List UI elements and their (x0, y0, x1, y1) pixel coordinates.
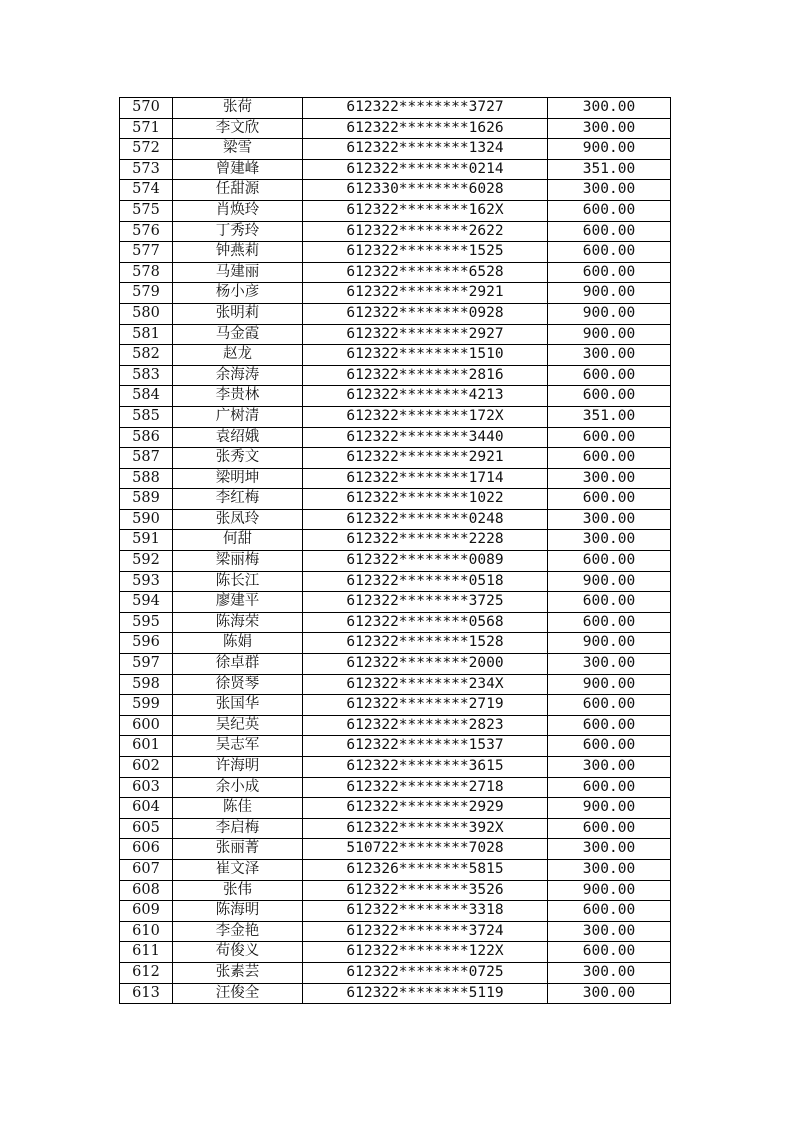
id-number-cell: 612322********0568 (303, 612, 548, 633)
name-cell: 曾建峰 (173, 159, 303, 180)
table-row (120, 592, 671, 613)
amount-cell: 300.00 (548, 962, 671, 983)
table-row (120, 98, 671, 119)
amount-cell: 300.00 (548, 983, 671, 1004)
row-number-cell: 581 (120, 324, 173, 345)
id-number-cell: 612322********3526 (303, 880, 548, 901)
name-cell: 钟燕莉 (173, 242, 303, 263)
id-number-cell: 612322********1537 (303, 736, 548, 757)
name-cell: 余小成 (173, 777, 303, 798)
id-number-cell: 612322********1626 (303, 118, 548, 139)
amount-cell: 600.00 (548, 489, 671, 510)
name-cell: 李启梅 (173, 818, 303, 839)
table-row (120, 674, 671, 695)
name-cell: 丁秀玲 (173, 221, 303, 242)
row-number-cell: 610 (120, 921, 173, 942)
row-number-cell: 590 (120, 509, 173, 530)
row-number-cell: 587 (120, 448, 173, 469)
name-cell: 汪俊全 (173, 983, 303, 1004)
table-row (120, 324, 671, 345)
row-number-cell: 600 (120, 715, 173, 736)
row-number-cell: 611 (120, 942, 173, 963)
amount-cell: 600.00 (548, 242, 671, 263)
id-number-cell: 612322********0518 (303, 571, 548, 592)
name-cell: 马建丽 (173, 262, 303, 283)
name-cell: 袁绍娥 (173, 427, 303, 448)
amount-cell: 900.00 (548, 798, 671, 819)
amount-cell: 300.00 (548, 118, 671, 139)
amount-cell: 600.00 (548, 818, 671, 839)
table-row (120, 530, 671, 551)
amount-cell: 600.00 (548, 200, 671, 221)
id-number-cell: 612322********2622 (303, 221, 548, 242)
amount-cell: 600.00 (548, 612, 671, 633)
row-number-cell: 582 (120, 345, 173, 366)
table-row (120, 551, 671, 572)
name-cell: 张荷 (173, 98, 303, 119)
id-number-cell: 612322********2927 (303, 324, 548, 345)
table-row (120, 612, 671, 633)
table-row (120, 818, 671, 839)
row-number-cell: 593 (120, 571, 173, 592)
row-number-cell: 608 (120, 880, 173, 901)
roster-table-body (120, 98, 671, 1004)
id-number-cell: 612322********392X (303, 818, 548, 839)
row-number-cell: 571 (120, 118, 173, 139)
name-cell: 陈海荣 (173, 612, 303, 633)
name-cell: 陈娟 (173, 633, 303, 654)
row-number-cell: 609 (120, 901, 173, 922)
row-number-cell: 598 (120, 674, 173, 695)
row-number-cell: 592 (120, 551, 173, 572)
id-number-cell: 612322********162X (303, 200, 548, 221)
row-number-cell: 583 (120, 365, 173, 386)
amount-cell: 600.00 (548, 695, 671, 716)
id-number-cell: 612322********3615 (303, 757, 548, 778)
id-number-cell: 612322********2816 (303, 365, 548, 386)
amount-cell: 300.00 (548, 654, 671, 675)
row-number-cell: 576 (120, 221, 173, 242)
table-row (120, 303, 671, 324)
name-cell: 张明莉 (173, 303, 303, 324)
id-number-cell: 612322********172X (303, 406, 548, 427)
amount-cell: 900.00 (548, 303, 671, 324)
row-number-cell: 584 (120, 386, 173, 407)
name-cell: 广树清 (173, 406, 303, 427)
table-row (120, 942, 671, 963)
row-number-cell: 570 (120, 98, 173, 119)
amount-cell: 900.00 (548, 283, 671, 304)
amount-cell: 600.00 (548, 777, 671, 798)
id-number-cell: 612322********1528 (303, 633, 548, 654)
id-number-cell: 612322********0214 (303, 159, 548, 180)
table-row (120, 736, 671, 757)
id-number-cell: 612322********2228 (303, 530, 548, 551)
amount-cell: 900.00 (548, 674, 671, 695)
id-number-cell: 612322********3725 (303, 592, 548, 613)
amount-cell: 600.00 (548, 551, 671, 572)
id-number-cell: 612322********3440 (303, 427, 548, 448)
table-row (120, 757, 671, 778)
id-number-cell: 612322********234X (303, 674, 548, 695)
table-row (120, 962, 671, 983)
amount-cell: 300.00 (548, 530, 671, 551)
name-cell: 张素芸 (173, 962, 303, 983)
name-cell: 吴纪英 (173, 715, 303, 736)
table-row (120, 468, 671, 489)
table-row (120, 427, 671, 448)
amount-cell: 600.00 (548, 448, 671, 469)
table-row (120, 139, 671, 160)
roster-table (119, 97, 671, 1004)
id-number-cell: 612322********2929 (303, 798, 548, 819)
table-row (120, 633, 671, 654)
amount-cell: 600.00 (548, 592, 671, 613)
name-cell: 陈长江 (173, 571, 303, 592)
name-cell: 苟俊义 (173, 942, 303, 963)
amount-cell: 600.00 (548, 221, 671, 242)
name-cell: 廖建平 (173, 592, 303, 613)
table-row (120, 489, 671, 510)
name-cell: 许海明 (173, 757, 303, 778)
row-number-cell: 577 (120, 242, 173, 263)
table-row (120, 118, 671, 139)
name-cell: 李贵林 (173, 386, 303, 407)
amount-cell: 600.00 (548, 386, 671, 407)
amount-cell: 300.00 (548, 468, 671, 489)
row-number-cell: 601 (120, 736, 173, 757)
id-number-cell: 612322********1022 (303, 489, 548, 510)
row-number-cell: 572 (120, 139, 173, 160)
name-cell: 张伟 (173, 880, 303, 901)
amount-cell: 300.00 (548, 921, 671, 942)
amount-cell: 900.00 (548, 139, 671, 160)
amount-cell: 351.00 (548, 406, 671, 427)
amount-cell: 351.00 (548, 159, 671, 180)
name-cell: 梁明坤 (173, 468, 303, 489)
name-cell: 陈海明 (173, 901, 303, 922)
id-number-cell: 612322********0089 (303, 551, 548, 572)
row-number-cell: 596 (120, 633, 173, 654)
row-number-cell: 603 (120, 777, 173, 798)
table-row (120, 859, 671, 880)
table-row (120, 159, 671, 180)
table-row (120, 839, 671, 860)
amount-cell: 300.00 (548, 757, 671, 778)
row-number-cell: 594 (120, 592, 173, 613)
table-row (120, 262, 671, 283)
name-cell: 张国华 (173, 695, 303, 716)
table-row (120, 283, 671, 304)
name-cell: 赵龙 (173, 345, 303, 366)
row-number-cell: 574 (120, 180, 173, 201)
id-number-cell: 612322********0725 (303, 962, 548, 983)
table-row (120, 386, 671, 407)
name-cell: 吴志军 (173, 736, 303, 757)
row-number-cell: 586 (120, 427, 173, 448)
row-number-cell: 595 (120, 612, 173, 633)
id-number-cell: 612322********3318 (303, 901, 548, 922)
row-number-cell: 606 (120, 839, 173, 860)
name-cell: 崔文泽 (173, 859, 303, 880)
table-row (120, 448, 671, 469)
id-number-cell: 612322********2823 (303, 715, 548, 736)
table-row (120, 242, 671, 263)
name-cell: 张秀文 (173, 448, 303, 469)
amount-cell: 600.00 (548, 365, 671, 386)
row-number-cell: 612 (120, 962, 173, 983)
amount-cell: 300.00 (548, 859, 671, 880)
row-number-cell: 613 (120, 983, 173, 1004)
table-row (120, 983, 671, 1004)
id-number-cell: 612322********1324 (303, 139, 548, 160)
amount-cell: 600.00 (548, 262, 671, 283)
row-number-cell: 604 (120, 798, 173, 819)
amount-cell: 600.00 (548, 715, 671, 736)
table-row (120, 406, 671, 427)
id-number-cell: 612322********122X (303, 942, 548, 963)
table-row (120, 798, 671, 819)
name-cell: 何甜 (173, 530, 303, 551)
table-row (120, 695, 671, 716)
amount-cell: 300.00 (548, 839, 671, 860)
amount-cell: 900.00 (548, 880, 671, 901)
id-number-cell: 612322********3724 (303, 921, 548, 942)
name-cell: 梁雪 (173, 139, 303, 160)
amount-cell: 900.00 (548, 633, 671, 654)
row-number-cell: 599 (120, 695, 173, 716)
amount-cell: 300.00 (548, 509, 671, 530)
table-row (120, 509, 671, 530)
row-number-cell: 591 (120, 530, 173, 551)
name-cell: 余海涛 (173, 365, 303, 386)
table-row (120, 777, 671, 798)
id-number-cell: 612326********5815 (303, 859, 548, 880)
amount-cell: 600.00 (548, 901, 671, 922)
row-number-cell: 575 (120, 200, 173, 221)
row-number-cell: 585 (120, 406, 173, 427)
name-cell: 梁丽梅 (173, 551, 303, 572)
amount-cell: 900.00 (548, 324, 671, 345)
table-row (120, 345, 671, 366)
name-cell: 任甜源 (173, 180, 303, 201)
table-row (120, 200, 671, 221)
id-number-cell: 612322********4213 (303, 386, 548, 407)
table-row (120, 180, 671, 201)
id-number-cell: 612322********2000 (303, 654, 548, 675)
id-number-cell: 612322********5119 (303, 983, 548, 1004)
table-row (120, 715, 671, 736)
id-number-cell: 612322********6528 (303, 262, 548, 283)
name-cell: 马金霞 (173, 324, 303, 345)
row-number-cell: 602 (120, 757, 173, 778)
amount-cell: 300.00 (548, 98, 671, 119)
table-row (120, 365, 671, 386)
id-number-cell: 612330********6028 (303, 180, 548, 201)
id-number-cell: 612322********3727 (303, 98, 548, 119)
table-row (120, 654, 671, 675)
name-cell: 徐贤琴 (173, 674, 303, 695)
id-number-cell: 612322********1525 (303, 242, 548, 263)
id-number-cell: 612322********1510 (303, 345, 548, 366)
row-number-cell: 607 (120, 859, 173, 880)
name-cell: 李金艳 (173, 921, 303, 942)
row-number-cell: 597 (120, 654, 173, 675)
id-number-cell: 612322********2921 (303, 448, 548, 469)
table-row (120, 901, 671, 922)
id-number-cell: 612322********2719 (303, 695, 548, 716)
amount-cell: 900.00 (548, 571, 671, 592)
id-number-cell: 510722********7028 (303, 839, 548, 860)
amount-cell: 600.00 (548, 942, 671, 963)
id-number-cell: 612322********2718 (303, 777, 548, 798)
row-number-cell: 578 (120, 262, 173, 283)
table-row (120, 571, 671, 592)
table-row (120, 880, 671, 901)
amount-cell: 300.00 (548, 345, 671, 366)
name-cell: 李文欣 (173, 118, 303, 139)
name-cell: 陈佳 (173, 798, 303, 819)
row-number-cell: 605 (120, 818, 173, 839)
name-cell: 徐卓群 (173, 654, 303, 675)
row-number-cell: 589 (120, 489, 173, 510)
id-number-cell: 612322********0248 (303, 509, 548, 530)
name-cell: 李红梅 (173, 489, 303, 510)
name-cell: 杨小彦 (173, 283, 303, 304)
id-number-cell: 612322********0928 (303, 303, 548, 324)
name-cell: 张凤玲 (173, 509, 303, 530)
amount-cell: 600.00 (548, 736, 671, 757)
name-cell: 肖焕玲 (173, 200, 303, 221)
id-number-cell: 612322********1714 (303, 468, 548, 489)
row-number-cell: 573 (120, 159, 173, 180)
table-row (120, 921, 671, 942)
amount-cell: 300.00 (548, 180, 671, 201)
row-number-cell: 580 (120, 303, 173, 324)
row-number-cell: 579 (120, 283, 173, 304)
id-number-cell: 612322********2921 (303, 283, 548, 304)
name-cell: 张丽菁 (173, 839, 303, 860)
row-number-cell: 588 (120, 468, 173, 489)
table-row (120, 221, 671, 242)
amount-cell: 600.00 (548, 427, 671, 448)
